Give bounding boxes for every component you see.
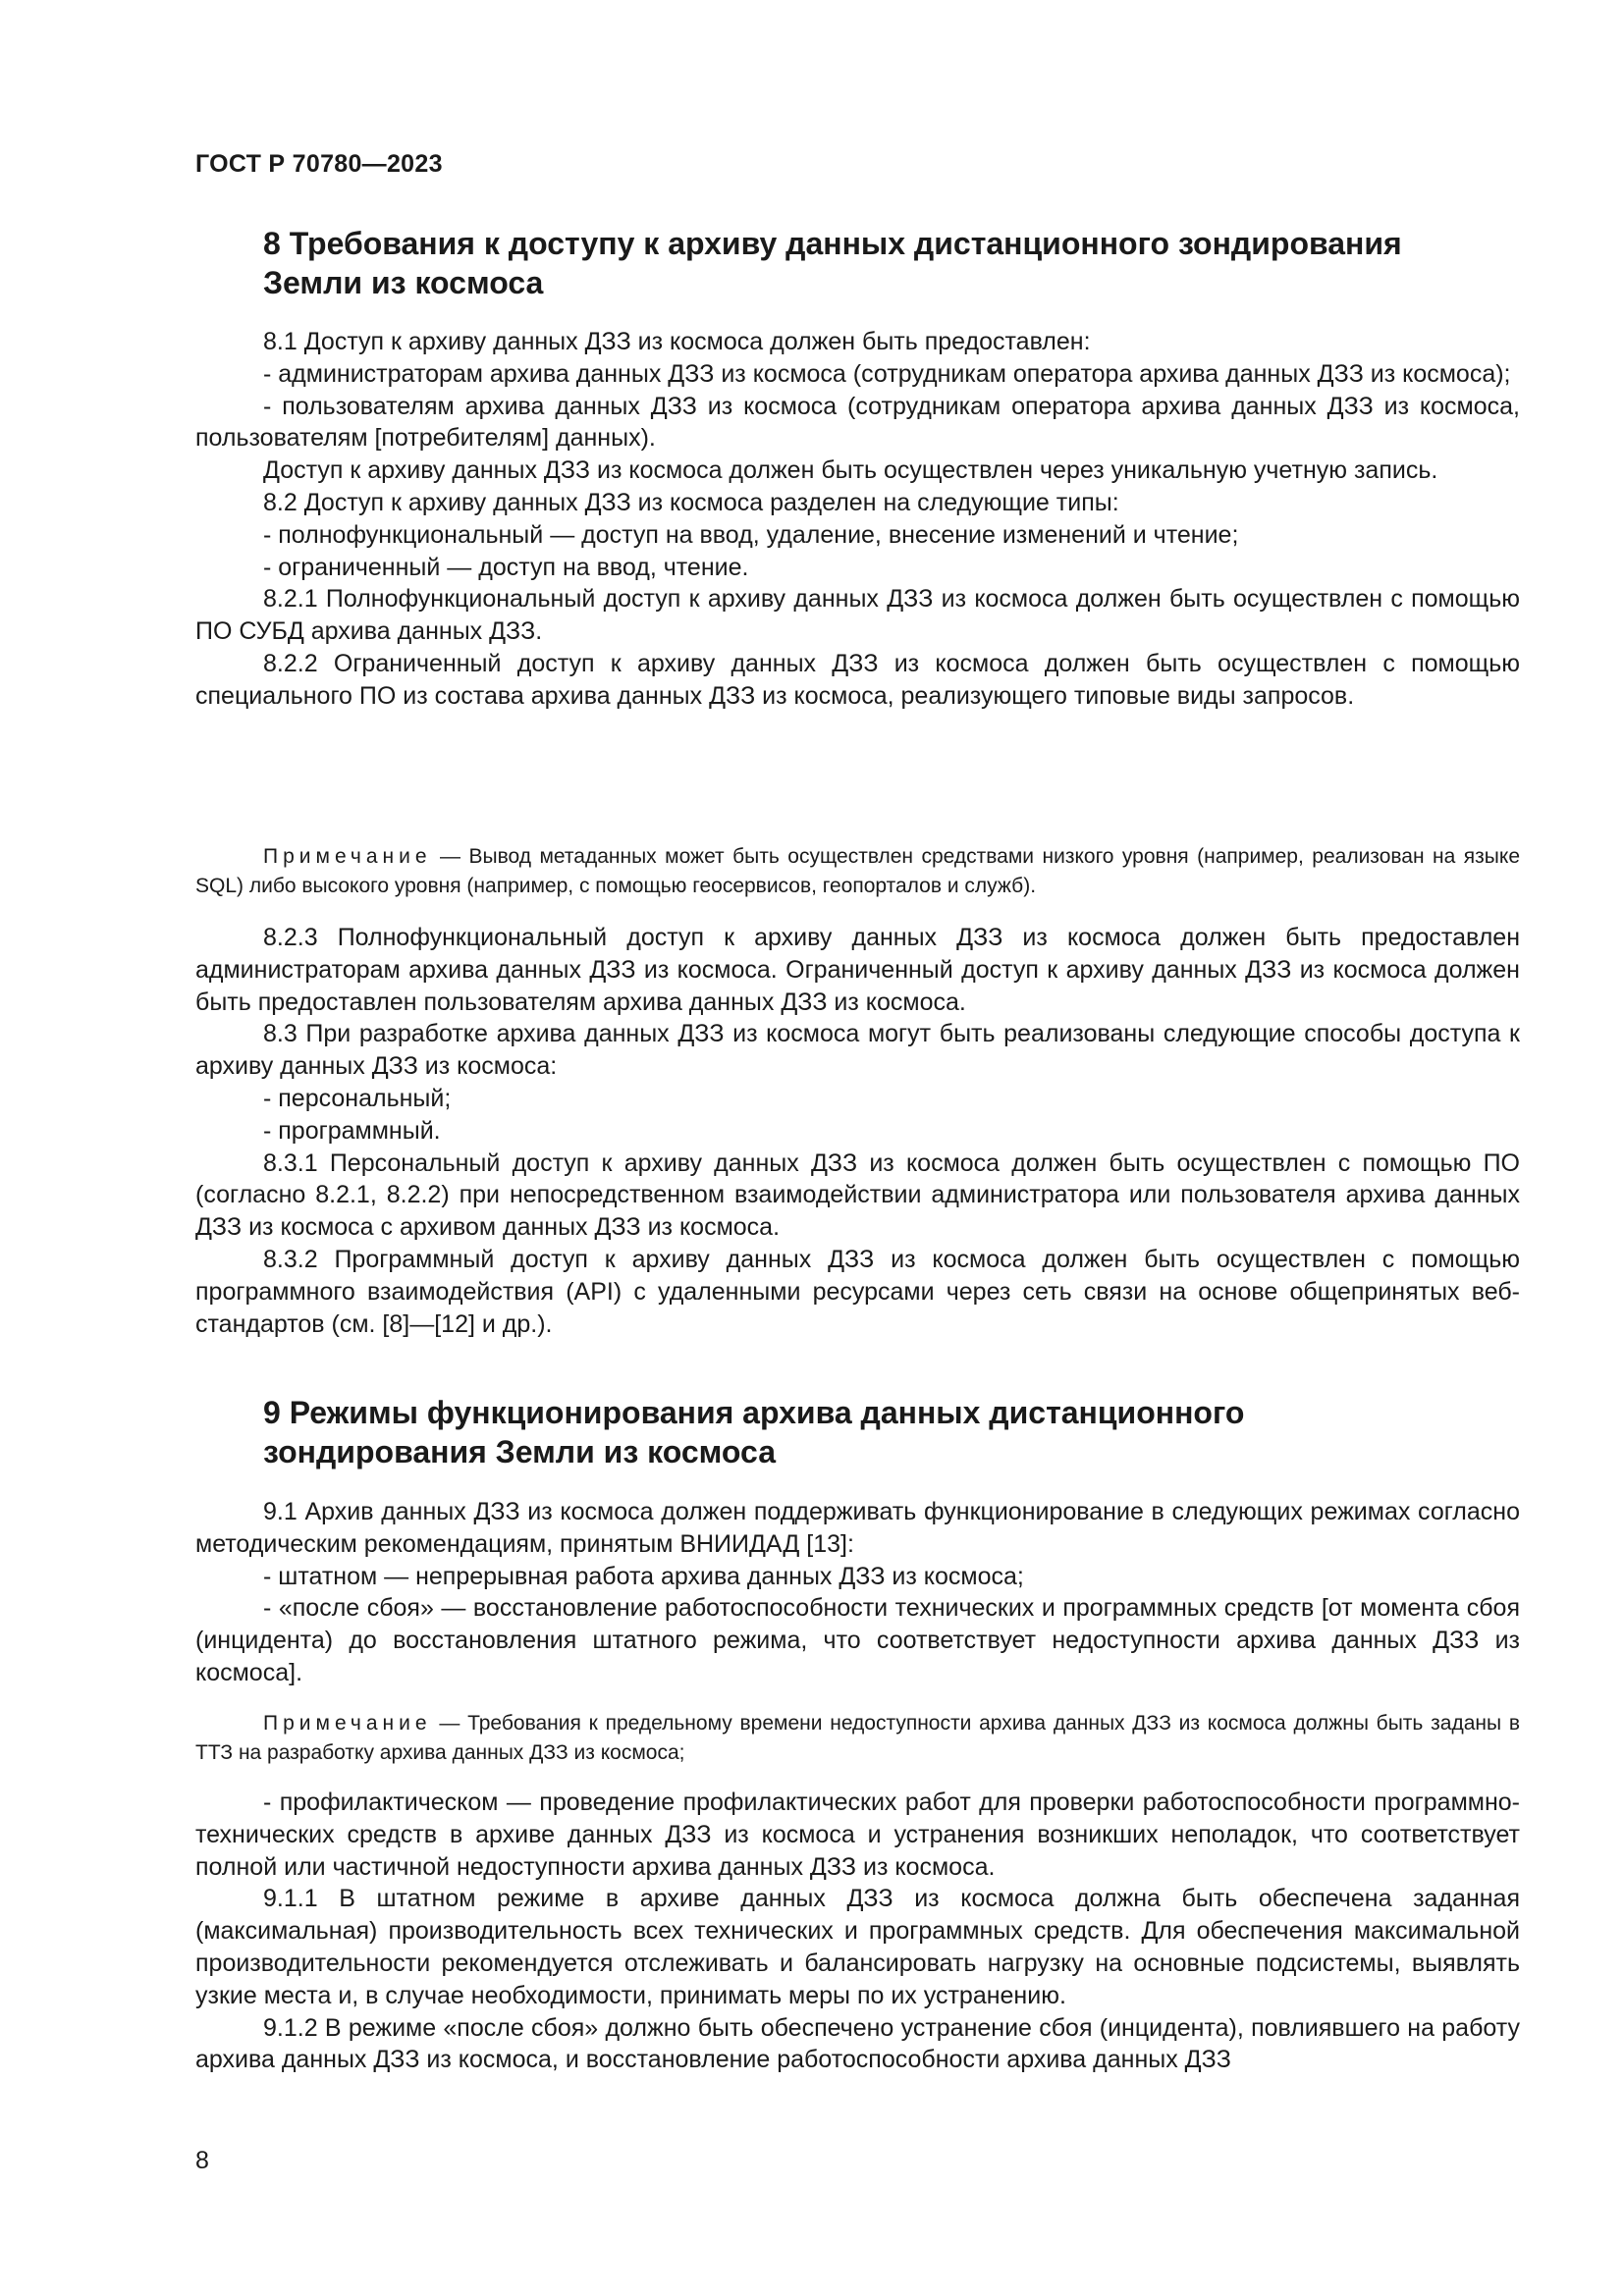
- list-item-personal: - персональный;: [263, 1084, 452, 1112]
- paragraph-8-3-2: 8.3.2 Программный доступ к архиву данных ДЗЗ из космоса должен быть осуществлен с помощью программного взаимодействия (API) с удаленными ресурсами через сеть связи на основе общепринятых веб-стандартов (см. [8]—[12] и др.).: [195, 1245, 1520, 1338]
- note-metadata-output: [195, 842, 1520, 901]
- paragraph-9-1-2: 9.1.2 В режиме «после сбоя» должно быть обеспечено устранение сбоя (инцидента), повлиявшего на работу архива данных ДЗЗ из космоса, и восстановление работоспособности архива данных ДЗЗ: [195, 2013, 1520, 2074]
- section-9-title-line-1: 9 Режимы функционирования архива данных дистанционного: [263, 1395, 1245, 1430]
- note-text: — Вывод метаданных может быть осуществлен средствами низкого уровня (например, реализован на языке SQL) либо высокого уровня (например, с помощью геосервисов, геопорталов и служб).: [195, 845, 1520, 897]
- section-9-body: [195, 1496, 1520, 1689]
- section-8-title: [263, 224, 1520, 302]
- paragraph-8-2: 8.2 Доступ к архиву данных ДЗЗ из космоса разделен на следующие типы:: [263, 488, 1119, 516]
- list-item-programmatic: - программный.: [263, 1116, 441, 1145]
- list-item-full-access: - полнофункциональный — доступ на ввод, удаление, внесение изменений и чтение;: [263, 520, 1239, 549]
- section-8-body-continued: [195, 922, 1520, 1340]
- paragraph-8-2-2: 8.2.2 Ограниченный доступ к архиву данных ДЗЗ из космоса должен быть осуществлен с помощью специального ПО из состава архива данных ДЗЗ из космоса, реализующего типовые виды запросов.: [195, 649, 1520, 710]
- document-code-header: ГОСТ Р 70780—2023: [195, 150, 443, 178]
- note-label: Примечание: [263, 1712, 432, 1735]
- note-downtime: [195, 1709, 1520, 1768]
- paragraph-account-access: Доступ к архиву данных ДЗЗ из космоса должен быть осуществлен через уникальную учетную запись.: [263, 456, 1438, 485]
- paragraph-8-2-3: 8.2.3 Полнофункциональный доступ к архиву данных ДЗЗ из космоса должен быть предоставлен администраторам архива данных ДЗЗ из космоса. Ограниченный доступ к архиву данных ДЗЗ из космоса должен быть предоставлен пользователям архива данных ДЗЗ из космоса.: [195, 924, 1520, 1016]
- paragraph-8-2-1: 8.2.1 Полнофункциональный доступ к архиву данных ДЗЗ из космоса должен быть осуществлен с помощью ПО СУБД архива данных ДЗЗ.: [195, 585, 1520, 646]
- section-8-title-line-1: 8 Требования к доступу к архиву данных дистанционного зондирования: [263, 226, 1402, 261]
- list-item-administrators: - администраторам архива данных ДЗЗ из космоса (сотрудникам оператора архива данных ДЗЗ из космоса);: [263, 359, 1511, 388]
- list-item-after-failure-mode: - «после сбоя» — восстановление работоспособности технических и программных средств [от момента сбоя (инцидента) до восстановления штатного режима, что соответствует недоступности архива данных ДЗЗ из космоса].: [195, 1594, 1520, 1686]
- section-8-title-line-2: Земли из космоса: [263, 265, 544, 300]
- paragraph-8-1: 8.1 Доступ к архиву данных ДЗЗ из космоса должен быть предоставлен:: [263, 328, 1091, 355]
- page-number: 8: [195, 2147, 209, 2174]
- list-item-maintenance-mode: - профилактическом — проведение профилактических работ для проверки работоспособности программно-технических средств в архиве данных ДЗЗ из космоса и устранения возникших неполадок, что соответствует полной или частичной недоступности архива данных ДЗЗ из космоса.: [195, 1789, 1520, 1881]
- list-item-normal-mode: - штатном — непрерывная работа архива данных ДЗЗ из космоса;: [263, 1562, 1024, 1590]
- paragraph-8-3: 8.3 При разработке архива данных ДЗЗ из космоса могут быть реализованы следующие способы доступа к архиву данных ДЗЗ из космоса:: [195, 1020, 1520, 1081]
- list-item-limited-access: - ограниченный — доступ на ввод, чтение.: [263, 553, 749, 581]
- section-8-body: [195, 326, 1520, 713]
- paragraph-9-1: 9.1 Архив данных ДЗЗ из космоса должен поддерживать функционирование в следующих режимах согласно методическим рекомендациям, принятым ВНИИДАД [13]:: [195, 1498, 1520, 1558]
- paragraph-9-1-1: 9.1.1 В штатном режиме в архиве данных ДЗЗ из космоса должна быть обеспечена заданная (максимальная) производительность всех технических и программных средств. Для обеспечения максимальной производительности рекомендуется отслеживать и балансировать нагрузку на основные подсистемы, выявлять узкие места и, в случае необходимости, принимать меры по их устранению.: [195, 1885, 1520, 2009]
- section-9-title: [263, 1393, 1520, 1471]
- note-label: Примечание: [263, 845, 432, 868]
- section-9-body-continued: [195, 1787, 1520, 2076]
- section-9-title-line-2: зондирования Земли из космоса: [263, 1434, 776, 1469]
- note-text: — Требования к предельному времени недоступности архива данных ДЗЗ из космоса должны быть заданы в ТТЗ на разработку архива данных ДЗЗ из космоса;: [195, 1712, 1520, 1764]
- list-item-users: - пользователям архива данных ДЗЗ из космоса (сотрудникам оператора архива данных ДЗЗ из космоса, пользователям [потребителям] данных).: [195, 392, 1520, 453]
- paragraph-8-3-1: 8.3.1 Персональный доступ к архиву данных ДЗЗ из космоса должен быть осуществлен с помощью ПО (согласно 8.2.1, 8.2.2) при непосредственном взаимодействии администратора или пользователя архива данных ДЗЗ из космоса с архивом данных ДЗЗ из космоса.: [195, 1148, 1520, 1242]
